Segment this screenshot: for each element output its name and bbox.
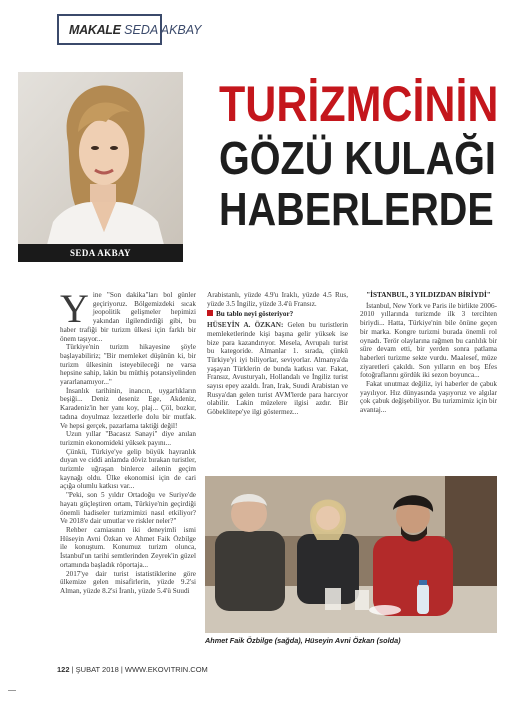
paragraph: Uzun yıllar "Bacasız Sanayi" diye anılan turizmin ekonomideki yüksek payını... [60,430,196,447]
subheading-text: Bu tablo neyi gösteriyor? [216,310,294,319]
drop-cap: Y [60,286,89,331]
author-caption: SEDA AKBAY [18,244,183,262]
issue-date: ŞUBAT 2018 [75,665,119,674]
section-label: MAKALE [69,23,121,37]
headline-line-1: TURİZMCİNİN [219,76,499,132]
article-column-2 [207,291,348,417]
portrait-image [18,72,183,260]
page-number: 122 [57,665,70,674]
interview-image [205,476,497,633]
speaker-text: Gelen bu turistlerin memleketlerinde kişi başına gelir yüksek ise bize para kazandırıyor. Mesela, Avrupalı turist bu kategoride. Almanlar 1. sırada, çünkü Türkiye'yi iyi biliyorlar, seviyorlar. Almanya'da yaşayan Türklerin de bunda katkısı var. Fakat, Fransız, Avusturyalı, Hollandalı ve İngiliz turist sayısı epey azaldı. İran, Irak, Suudi Arabistan ve Rusya'dan gelen turist AVM'lerde para harcıyor olabilir. Lakin müzelere ilgisi azdır. Bir Göbeklitepe'ye ilgi göstermez... [207,321,349,417]
paragraph: Türkiye'nin turizm hikayesine şöyle başlayabiliriz; "Bir memleket düşünün ki, bir turizm ülkesinin isteyebileceği ne varsa hepsine sahip, lakin bu müthiş potansiyelinden yararlanamıyor..." [60,343,196,387]
website-link[interactable]: WWW.EKOVITRIN.COM [124,665,208,674]
paragraph: Çünkü, Türkiye'ye gelip büyük hayranlık duyan ve ciddi anlamda döviz bırakan turistler, turizmle uğraşan binlerce ailenin geçim kaynağı oldu. Ülke ekonomisi için de cari açığa olumlu katkısı var... [60,447,196,491]
subheading: "İSTANBUL, 3 YILDIZDAN BİRİYDİ" [366,291,491,299]
headline-line-3: HABERLERDE [219,183,494,235]
paragraph: 2017'ye dair turist istatistiklerine göre ülkemize gelen misafirlerin, yüzde 9.2'si Alman, yüzde 8.2'si İranlı, yüzde 5.4'ü Suudi [60,569,196,595]
red-square-icon [207,310,213,316]
paragraph: İnsanlık tarihinin, inancın, uygarlıkların beşiği... Deniz deseniz Ege, Akdeniz, Karadeniz'in her yanı koy, plaj... Çöl, bozkır, tadına doyulmaz lezzetlerle dolu bir mutfak. Ve hepsi gerçek, pazarlama taktiği değil! [60,386,196,430]
author-portrait [18,72,183,260]
paragraph: Arabistanlı, yüzde 4.9'u Iraklı, yüzde 4.5 Rus, yüzde 3.5 İngiliz, yüzde 3.4'ü Fransız. [207,291,348,308]
article-column-1 [60,286,196,596]
paragraph: Rehber camiasının iki deneyimli ismi Hüseyin Avni Özkan ve Ahmet Faik Özbilge ile konuştum. Konumuz turizm olunca, İstanbul'un tarihi semtlerinden Zeyrek'in güzel ortamında başladık röportaja... [60,525,196,569]
section-header [57,14,202,45]
photo-caption: Ahmet Faik Özbilge (sağda), Hüseyin Avni Özkan (solda) [205,636,401,645]
headline-line-2: GÖZÜ KULAĞI [219,132,496,184]
page-footer [57,665,208,674]
subheading [207,310,348,319]
crop-mark [8,690,16,691]
paragraph [207,321,348,417]
speaker-name: HÜSEYİN A. ÖZKAN: [207,321,284,330]
section-author: SEDA AKBAY [124,23,202,37]
interview-photo [205,476,497,633]
footer-separator: | [120,665,123,674]
paragraph: ine "Son dakika"ları bol günler geçiriyoruz. Bölgemizdeki sıcak jeopolitik gelişmeler hepimizi yakından ilgilendirdiği gibi, bu haber trafiği bir turizm ülkesi için farklı bir önem taşıyor... [60,291,196,343]
paragraph: İstanbul, New York ve Paris ile birlikte 2006-2010 yıllarında turizmde ilk 3 tercihten biriydi... Hatta, Türkiye'nin bile önüne geçen bir marka. Kongre turizmi burada önemli rol oynadı. Terör olaylarına rağmen bu canlılık bir süre devam etti, bir yerden sonra patlama haberleri turizme sekte vurdu. Maalesef, müze ziyaretleri çakıldı. Son yılların en boş Efes fotoğraflarını gördük iki sezon boyunca... [360,301,497,380]
article-column-3 [360,291,497,415]
paragraph: Fakat unutmaz değiliz, iyi haberler de çabuk yayılıyor. Hız dünyasında yaşıyoruz ve algılar çok çabuk değişebiliyor. Bu turizmimiz için bir avantaj... [360,380,497,415]
paragraph: "Peki, son 5 yıldır Ortadoğu ve Suriye'de hayatı güçleştiren ortam, Türkiye'nin geçirdiği önemli hadiseler turizmimizi nasıl etkiliyor? Ve 2018'e dair umutlar ve riskler neler?" [60,491,196,526]
footer-separator: | [71,665,74,674]
